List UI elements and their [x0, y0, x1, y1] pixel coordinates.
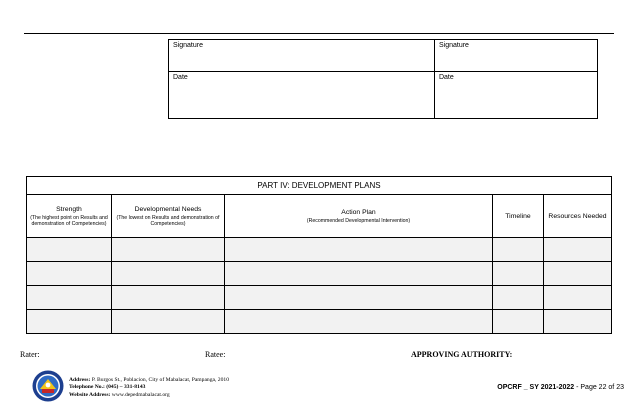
signature-label-right: Signature — [438, 42, 469, 49]
plan-cell-resources[interactable] — [544, 262, 612, 286]
rater-label: Rater: — [20, 350, 40, 359]
col-action-note: (Recommended Developmental Intervention) — [306, 217, 411, 224]
plan-cell-strength[interactable] — [27, 238, 112, 262]
col-timeline — [493, 195, 544, 238]
plan-row — [27, 310, 612, 334]
plan-cell-needs[interactable] — [112, 238, 225, 262]
date-label-right: Date — [438, 74, 454, 81]
development-plans-table — [26, 176, 612, 334]
plan-title: PART IV: DEVELOPMENT PLANS — [27, 177, 612, 195]
plan-cell-action[interactable] — [225, 286, 493, 310]
col-strength — [27, 195, 112, 238]
page-number: - Page 22 of 23 — [574, 384, 624, 391]
plan-row — [27, 238, 612, 262]
approving-authority-label: APPROVING AUTHORITY: — [411, 350, 513, 359]
signature-cell-left[interactable] — [169, 40, 435, 72]
doc-reference: OPCRF _ SY 2021-2022 — [497, 384, 575, 391]
signature-cell-right[interactable] — [434, 40, 597, 72]
address-value: P. Burgos St., Poblacion, City of Mabalacat, Pampanga, 2010 — [91, 377, 229, 383]
col-action-label: Action Plan — [341, 208, 376, 216]
header-rule — [24, 33, 614, 34]
plan-cell-timeline[interactable] — [493, 286, 544, 310]
plan-cell-action[interactable] — [225, 262, 493, 286]
plan-cell-strength[interactable] — [27, 262, 112, 286]
telephone-label: Telephone No.: — [69, 384, 105, 391]
col-timeline-label: Timeline — [505, 212, 531, 220]
footer-address-block — [69, 377, 229, 399]
col-needs — [112, 195, 225, 238]
col-strength-note: (The highest point on Results and demonstration of Competencies) — [30, 214, 108, 227]
telephone-value: (045) – 331-8143 — [106, 384, 146, 391]
plan-rows — [27, 238, 612, 334]
plan-cell-timeline[interactable] — [493, 262, 544, 286]
plan-cell-needs[interactable] — [112, 310, 225, 334]
signature-table — [168, 39, 598, 119]
signature-label-left: Signature — [173, 42, 203, 49]
date-cell-right[interactable] — [434, 72, 597, 119]
plan-cell-timeline[interactable] — [493, 310, 544, 334]
col-resources — [544, 195, 612, 238]
plan-cell-strength[interactable] — [27, 286, 112, 310]
deped-seal-logo-icon — [32, 370, 64, 402]
website-value[interactable]: www.depedmabalacat.org — [111, 391, 170, 398]
website-label: Website Address: — [69, 391, 111, 398]
ratee-label: Ratee: — [205, 350, 226, 359]
page-info — [497, 384, 624, 391]
col-action — [225, 195, 493, 238]
plan-row — [27, 262, 612, 286]
plan-cell-timeline[interactable] — [493, 238, 544, 262]
plan-cell-resources[interactable] — [544, 238, 612, 262]
plan-row — [27, 286, 612, 310]
date-label-left: Date — [173, 74, 188, 81]
address-label: Address: — [69, 377, 91, 383]
plan-cell-action[interactable] — [225, 310, 493, 334]
plan-cell-resources[interactable] — [544, 310, 612, 334]
col-resources-label: Resources Needed — [548, 212, 607, 220]
col-needs-label: Developmental Needs — [134, 205, 202, 213]
plan-cell-needs[interactable] — [112, 286, 225, 310]
col-needs-note: (The lowest on Results and demonstration of Competencies) — [116, 214, 220, 227]
plan-cell-needs[interactable] — [112, 262, 225, 286]
plan-cell-strength[interactable] — [27, 310, 112, 334]
date-cell-left[interactable] — [169, 72, 435, 119]
col-strength-label: Strength — [56, 205, 82, 213]
plan-cell-action[interactable] — [225, 238, 493, 262]
plan-cell-resources[interactable] — [544, 286, 612, 310]
